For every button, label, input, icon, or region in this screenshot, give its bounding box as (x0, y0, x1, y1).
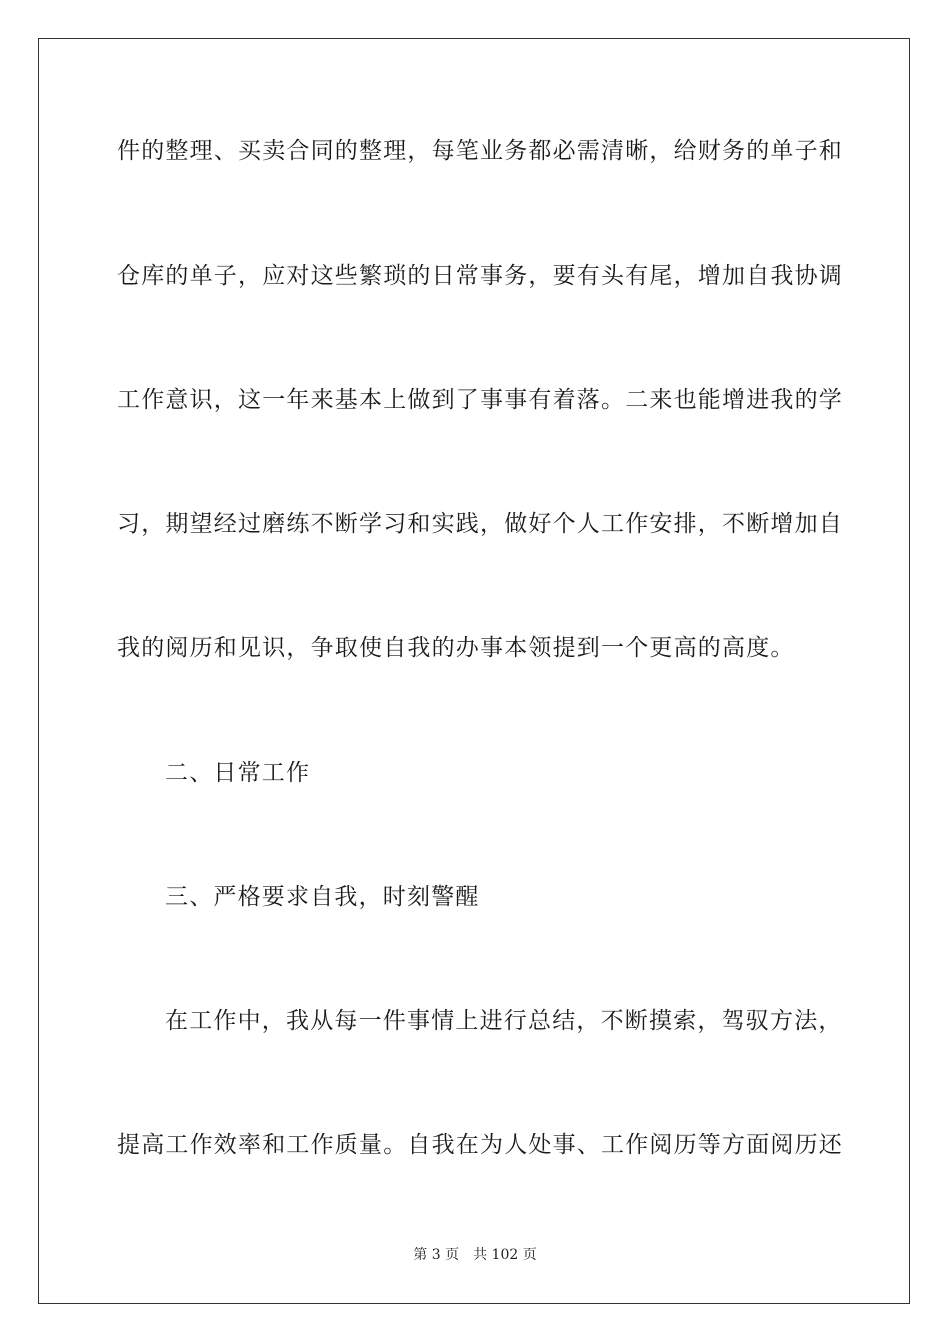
body-text-line-3: 工作意识，这一年来基本上做到了事事有着落。二来也能增进我的学 (117, 387, 843, 413)
page-footer (0, 1246, 950, 1264)
page-total: 共 102 页 (473, 1247, 537, 1263)
body-text-line-2: 仓库的单子，应对这些繁琐的日常事务，要有头有尾，增加自我协调 (117, 263, 843, 289)
section-heading-3: 三、严格要求自我，时刻警醒 (165, 884, 480, 910)
page-number: 第 3 页 (413, 1247, 460, 1263)
body-text-line-1: 件的整理、买卖合同的整理，每笔业务都必需清晰，给财务的单子和 (117, 138, 843, 164)
page-border (38, 38, 910, 1304)
body-text-line-9: 提高工作效率和工作质量。自我在为人处事、工作阅历等方面阅历还 (117, 1132, 843, 1158)
paragraph-first-line: 在工作中，我从每一件事情上进行总结，不断摸索，驾驭方法， (165, 1008, 843, 1034)
body-text-line-4: 习，期望经过磨练不断学习和实践，做好个人工作安排，不断增加自 (117, 511, 843, 537)
body-text-line-5: 我的阅历和见识，争取使自我的办事本领提到一个更高的高度。 (117, 635, 795, 661)
section-heading-2: 二、日常工作 (165, 760, 311, 786)
